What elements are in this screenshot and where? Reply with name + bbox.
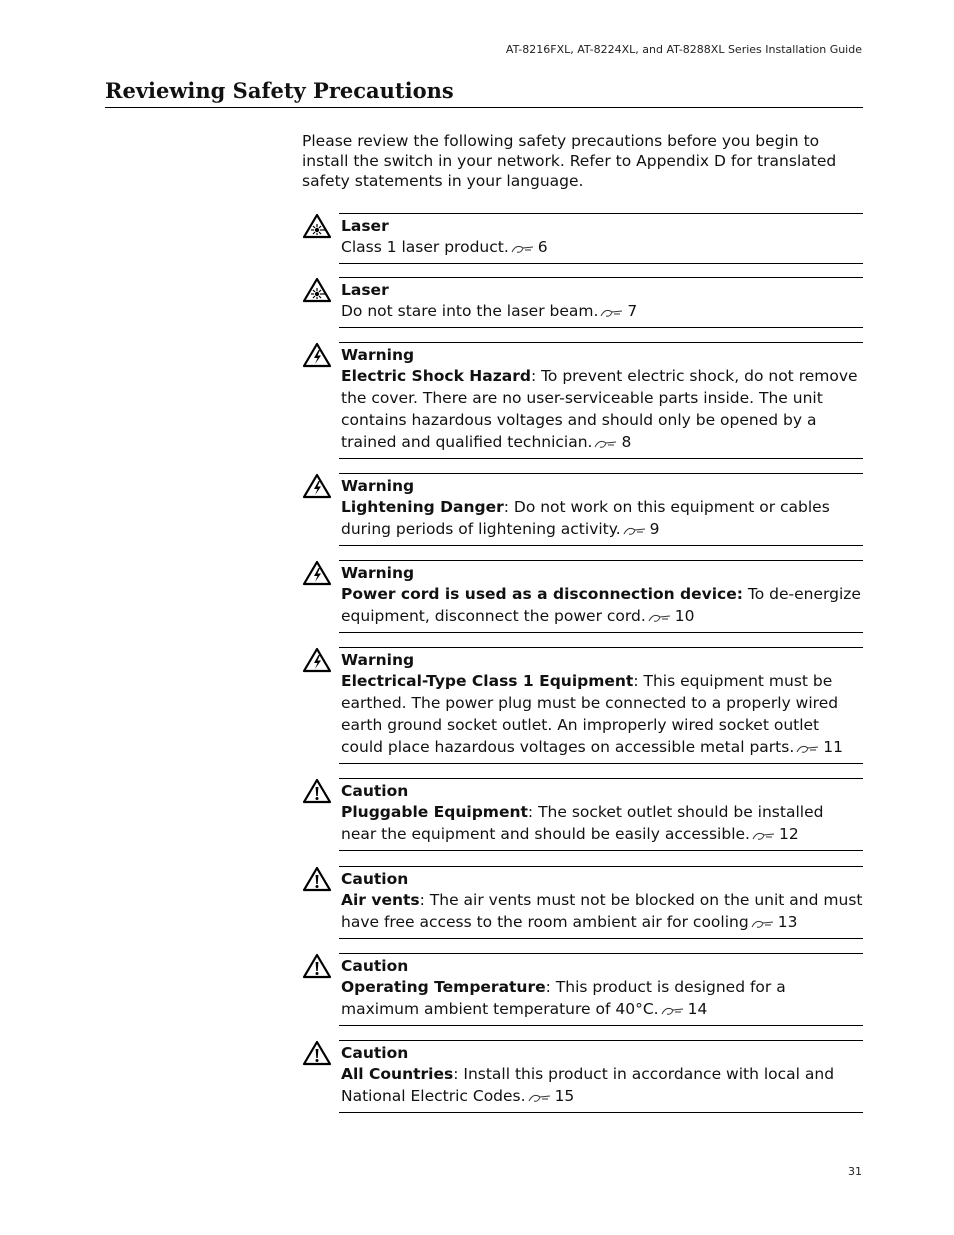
hand-pointer-icon bbox=[751, 919, 775, 929]
translation-ref-number: 6 bbox=[537, 238, 548, 256]
notice-air-vents bbox=[302, 866, 863, 939]
translation-ref-number: 14 bbox=[687, 1000, 708, 1018]
notice-text: Class 1 laser product. bbox=[341, 238, 509, 256]
hand-pointer-icon bbox=[796, 744, 820, 754]
translation-ref bbox=[659, 1000, 708, 1018]
notice-text: : Do not work on this equipment or cables during periods of lightening activity. bbox=[341, 498, 830, 538]
notice-lead: Electrical-Type Class 1 Equipment bbox=[341, 672, 634, 690]
hand-pointer-icon bbox=[600, 308, 624, 318]
notice-body bbox=[341, 801, 863, 845]
notice-pluggable-equipment bbox=[302, 778, 863, 851]
notice-class1-equipment bbox=[302, 647, 863, 764]
notice-title: Laser bbox=[341, 217, 389, 235]
notice-all-countries bbox=[302, 1040, 863, 1113]
page-number: 31 bbox=[848, 1165, 862, 1178]
hand-pointer-icon bbox=[623, 526, 647, 536]
notice-title: Warning bbox=[341, 477, 415, 495]
translation-ref-number: 11 bbox=[823, 738, 843, 756]
hand-pointer-icon bbox=[661, 1006, 685, 1016]
notice-text: : The air vents must not be blocked on the unit and must have free access to the room ambient air for cooling bbox=[341, 891, 863, 931]
translation-ref bbox=[621, 520, 660, 538]
notice-lead: Electric Shock Hazard bbox=[341, 367, 531, 385]
translation-ref bbox=[526, 1087, 575, 1105]
translation-ref bbox=[646, 607, 695, 625]
translation-ref-number: 12 bbox=[778, 825, 799, 843]
hand-pointer-icon bbox=[594, 439, 618, 449]
notice-title: Caution bbox=[341, 957, 409, 975]
hand-pointer-icon bbox=[511, 244, 535, 254]
notice-laser-class1 bbox=[302, 213, 863, 264]
hand-pointer-icon bbox=[528, 1093, 552, 1103]
hand-pointer-icon bbox=[648, 613, 672, 623]
translation-ref-number: 10 bbox=[674, 607, 695, 625]
notice-lead: Power cord is used as a disconnection device: bbox=[341, 585, 743, 603]
translation-ref-number: 9 bbox=[649, 520, 660, 538]
translation-ref-number: 13 bbox=[777, 913, 798, 931]
laser-warning-icon bbox=[302, 213, 332, 239]
notice-lead: Operating Temperature bbox=[341, 978, 546, 996]
notice-body bbox=[341, 300, 863, 322]
notice-body bbox=[341, 670, 863, 758]
notice-electric-shock bbox=[302, 342, 863, 459]
notice-title: Caution bbox=[341, 1044, 409, 1062]
notice-title: Laser bbox=[341, 281, 389, 299]
notice-lead: All Countries bbox=[341, 1065, 454, 1083]
translation-ref-number: 7 bbox=[627, 302, 638, 320]
laser-warning-icon bbox=[302, 277, 332, 303]
translation-ref bbox=[749, 913, 798, 931]
notice-body bbox=[341, 1063, 863, 1107]
notice-lead: Lightening Danger bbox=[341, 498, 504, 516]
running-header: AT-8216FXL, AT-8224XL, and AT-8288XL Series Installation Guide bbox=[505, 43, 862, 56]
notice-text: : This product is designed for a maximum ambient temperature of 40°C. bbox=[341, 978, 786, 1018]
caution-exclamation-icon bbox=[302, 1040, 332, 1066]
notice-power-cord bbox=[302, 560, 863, 633]
notice-title: Warning bbox=[341, 564, 415, 582]
notice-operating-temperature bbox=[302, 953, 863, 1026]
translation-ref bbox=[592, 433, 631, 451]
notice-title: Warning bbox=[341, 651, 415, 669]
notice-title: Caution bbox=[341, 870, 409, 888]
translation-ref bbox=[598, 302, 637, 320]
notice-lightening-danger bbox=[302, 473, 863, 546]
notice-body bbox=[341, 496, 863, 540]
translation-ref bbox=[509, 238, 548, 256]
notice-text: Do not stare into the laser beam. bbox=[341, 302, 599, 320]
electric-hazard-icon bbox=[302, 342, 332, 368]
electric-hazard-icon bbox=[302, 473, 332, 499]
hand-pointer-icon bbox=[752, 831, 776, 841]
caution-exclamation-icon bbox=[302, 778, 332, 804]
notice-title: Warning bbox=[341, 346, 415, 364]
notice-text: : To prevent electric shock, do not remove the cover. There are no user-serviceable parts inside. The unit contains hazardous voltages and should only be opened by a trained and qualified technician. bbox=[341, 367, 858, 451]
notice-title: Caution bbox=[341, 782, 409, 800]
notice-laser-beam bbox=[302, 277, 863, 328]
notice-body bbox=[341, 583, 863, 627]
electric-hazard-icon bbox=[302, 647, 332, 673]
translation-ref bbox=[750, 825, 799, 843]
notice-text: : The socket outlet should be installed near the equipment and should be easily accessible. bbox=[341, 803, 824, 843]
translation-ref-number: 15 bbox=[554, 1087, 575, 1105]
notice-text: : This equipment must be earthed. The power plug must be connected to a properly wired earth ground socket outlet. An improperly wired socket outlet could place hazardous voltages on accessible metal parts. bbox=[341, 672, 839, 756]
caution-exclamation-icon bbox=[302, 866, 332, 892]
intro-paragraph: Please review the following safety precautions before you begin to install the switch in your network. Refer to Appendix D for translated safety statements in your language. bbox=[302, 132, 837, 190]
caution-exclamation-icon bbox=[302, 953, 332, 979]
notice-lead: Air vents bbox=[341, 891, 420, 909]
section-title: Reviewing Safety Precautions bbox=[105, 78, 863, 108]
notice-body bbox=[341, 236, 863, 258]
translation-ref-number: 8 bbox=[621, 433, 632, 451]
notice-text: : Install this product in accordance with local and National Electric Codes. bbox=[341, 1065, 835, 1105]
translation-ref bbox=[794, 738, 843, 756]
notice-body bbox=[341, 889, 863, 933]
notice-lead: Pluggable Equipment bbox=[341, 803, 528, 821]
electric-hazard-icon bbox=[302, 560, 332, 586]
notice-body bbox=[341, 976, 863, 1020]
notice-text: To de-energize equipment, disconnect the power cord. bbox=[341, 585, 861, 625]
notice-body bbox=[341, 365, 863, 453]
